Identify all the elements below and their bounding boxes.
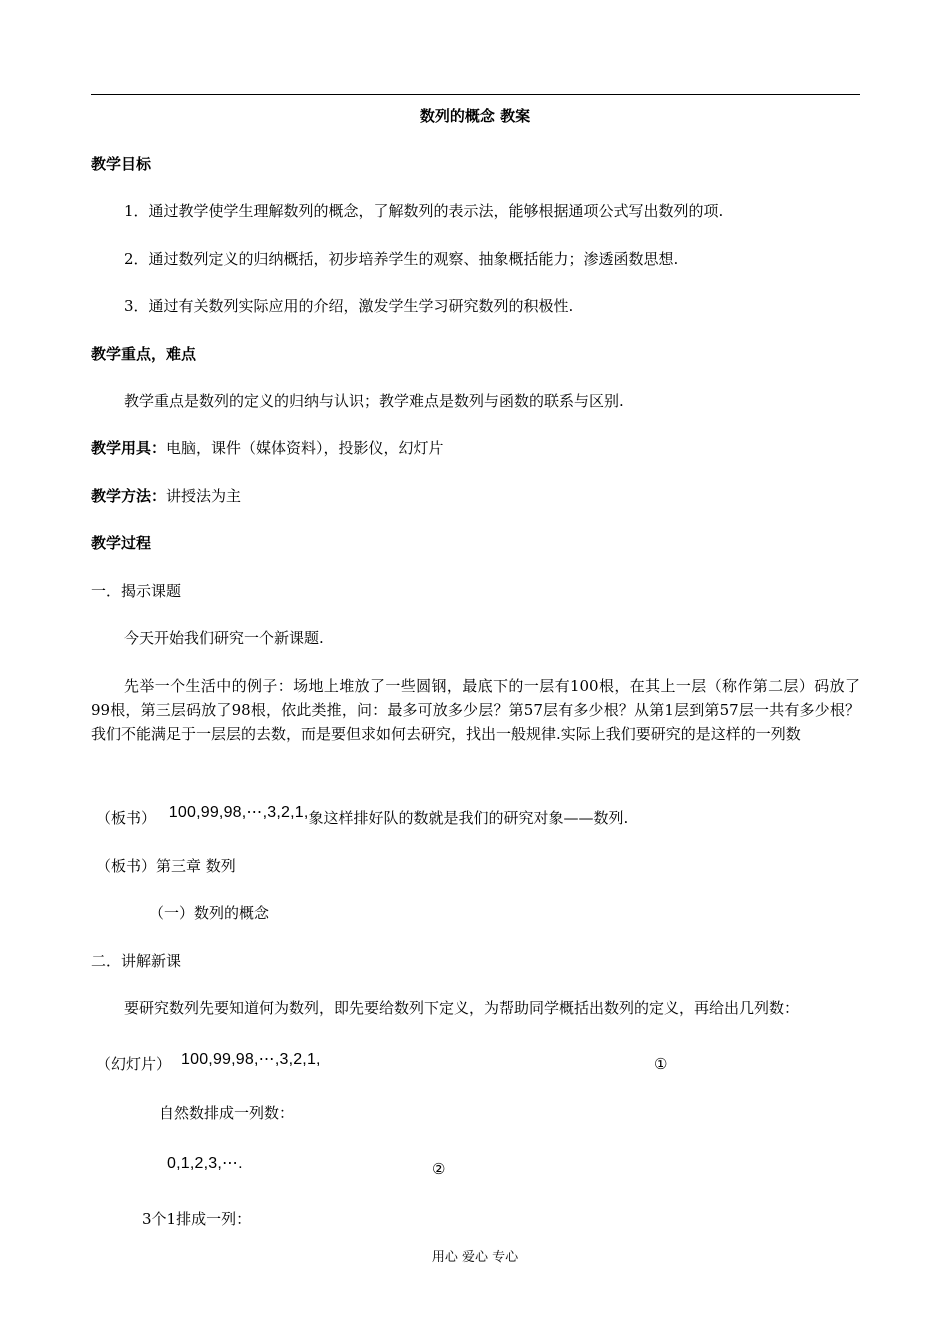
teaching-method-text: 讲授法为主 bbox=[166, 487, 242, 505]
key-points-heading: 教学重点，难点 bbox=[91, 345, 197, 363]
teaching-tools-text: 电脑，课件（媒体资料），投影仪，幻灯片 bbox=[166, 439, 444, 457]
teaching-method-label: 教学方法： bbox=[91, 487, 167, 505]
board-label: （板书） bbox=[96, 809, 157, 827]
process-heading: 教学过程 bbox=[91, 534, 152, 552]
document-title: 数列的概念 教案 bbox=[419, 107, 531, 125]
part2-intro: 要研究数列先要知道何为数列，即先要给数列下定义，为帮助同学概括出数列的定义，再给出几列数： bbox=[124, 999, 800, 1017]
teaching-method bbox=[91, 486, 241, 506]
key-points-text: 教学重点是数列的定义的归纳与认识；教学难点是数列与函数的联系与区别. bbox=[124, 392, 624, 410]
sequence-2: 0,1,2,3,⋯. bbox=[167, 1155, 243, 1172]
part2-heading: 二．讲解新课 bbox=[91, 952, 182, 970]
board-sequence: 100,99,98,⋯,3,2,1, bbox=[168, 804, 309, 821]
part1-intro: 今天开始我们研究一个新课题. bbox=[124, 629, 324, 647]
board-chapter-sub: （一）数列的概念 bbox=[149, 904, 270, 922]
sequence-1-marker: ① bbox=[654, 1055, 668, 1073]
goal-item-1: 1．通过教学使学生理解数列的概念，了解数列的表示法，能够根据通项公式写出数列的项. bbox=[124, 202, 724, 220]
natural-numbers-label: 自然数排成一列数： bbox=[159, 1104, 295, 1122]
board-line-1 bbox=[96, 804, 629, 829]
board-sequence-text: 象这样排好队的数就是我们的研究对象——数列. bbox=[308, 809, 629, 827]
teaching-tools bbox=[91, 438, 444, 458]
sequence-2-marker: ② bbox=[432, 1160, 446, 1178]
sequence-1: 100,99,98,⋯,3,2,1, bbox=[181, 1051, 321, 1068]
ones-label: 3个1排成一列： bbox=[142, 1210, 252, 1228]
page-footer: 用心 爱心 专心 bbox=[431, 1250, 519, 1265]
goals-heading: 教学目标 bbox=[91, 155, 152, 173]
part1-heading: 一．揭示课题 bbox=[91, 582, 182, 600]
teaching-tools-label: 教学用具： bbox=[91, 439, 167, 457]
header-rule bbox=[91, 94, 860, 95]
board-chapter: （板书）第三章 数列 bbox=[96, 857, 236, 875]
slide-label: （幻灯片） bbox=[96, 1055, 172, 1073]
goal-item-2: 2．通过数列定义的归纳概括，初步培养学生的观察、抽象概括能力；渗透函数思想. bbox=[124, 250, 679, 268]
part1-example-paragraph: 先举一个生活中的例子：场地上堆放了一些圆钢，最底下的一层有100根，在其上一层（称作第二层）码放了99根，第三层码放了98根，依此类推，问：最多可放多少层？第57层有多少根？从第1层到第57层一共有多少根？我们不能满足于一层层的去数，而是要但求如何去研究，找出一般规律.实际上我们要研究的是这样的一列数 bbox=[91, 677, 860, 743]
goal-item-3: 3．通过有关数列实际应用的介绍，激发学生学习研究数列的积极性. bbox=[124, 297, 574, 315]
